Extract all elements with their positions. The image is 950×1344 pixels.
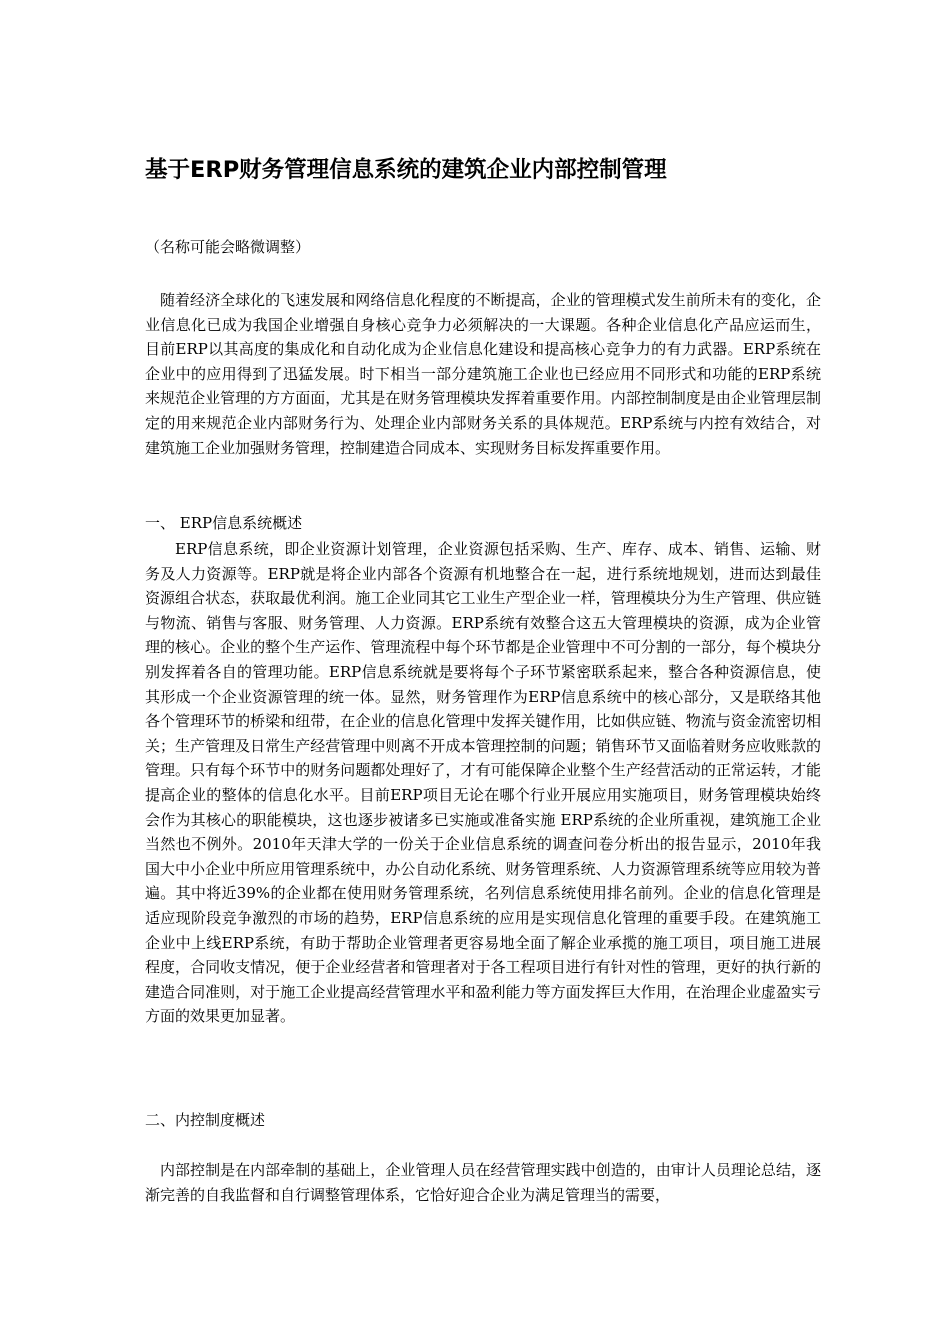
section-heading-2: 二、内控制度概述 [145, 1111, 266, 1129]
intro-paragraph: 随着经济全球化的飞速发展和网络信息化程度的不断提高，企业的管理模式发生前所未有的变化，企业信息化已成为我国企业增强自身核心竞争力必须解决的一大课题。各种企业信息化产品应运而生， 目前ERP以其高度的集成化和自动化成为企业信息化建设和提高核心竞争力的有力武器。ERP系统在企业中的应用得到了迅猛发展。时下相当一部分建筑施工企业也已经应用不同形式和功能的ERP系统来规范企业管理的方方面面，尤其是在财务管理模块发挥着重要作用。内部控制制度是由企业管理层制定的用来规范企业内部财务行为、处理企业内部财务关系的具体规范。ERP系统与内控有效结合，对建筑施工企业加强财务管理，控制建造合同成本、实现财务目标发挥重要作用。 [145, 291, 821, 457]
title-note: （名称可能会略微调整） [145, 238, 311, 256]
section-heading-1: 一、 ERP信息系统概述 [145, 514, 303, 532]
document-title: 基于ERP财务管理信息系统的建筑企业内部控制管理 [145, 157, 667, 183]
section-paragraph-1: ERP信息系统，即企业资源计划管理，企业资源包括采购、生产、库存、成本、销售、运输、财务及人力资源等。ERP就是将企业内部各个资源有机地整合在一起，进行系统地规划，进而达到最佳资源组合状态，获取最优利润。施工企业同其它工业生产型企业一样，管理模块分为生产管理、供应链与物流、销售与客服、财务管理、人力资源。ERP系统有效整合这五大管理模块的资源，成为企业管理的核心。企业的整个生产运作、管理流程中每个环节都是企业管理中不可分割的一部分，每个模块分别发挥着各自的管理功能。ERP信息系统就是要将每个子环节紧密联系起来，整合各种资源信息，使其形成一个企业资源管理的统一体。显然，财务管理作为ERP信息系统中的核心部分，又是联络其他各个管理环节的桥梁和纽带，在企业的信息化管理中发挥关键作用，比如供应链、物流与资金流密切相关；生产管理及日常生产经营管理中则离不开成本管理控制的问题；销售环节又面临着财务应收账款的管理。只有每个环节中的财务问题都处理好了，才有可能保障企业整个生产经营活动的正常运转，才能提高企业的整体的信息化水平。目前ERP项目无论在哪个行业开展应用实施项目，财务管理模块始终会作为其核心的职能模块，这也逐步被诸多已实施或准备实施 ERP系统的企业所重视，建筑施工企业当然也不例外。2010年天津大学的一份关于企业信息系统的调查问卷分析出的报告显示，2010年我国大中小企业中所应用管理系统中，办公自动化系统、财务管理系统、人力资源管理系统等应用较为普遍。其中将近39%的企业都在使用财务管理系统，名列信息系统使用排名前列。企业的信息化管理是适应现阶段竞争激烈的市场的趋势，ERP信息系统的应用是实现信息化管理的重要手段。在建筑施工企业中上线ERP系统，有助于帮助企业管理者更容易地全面了解企业承揽的施工项目，项目施工进展程度，合同收支情况，便于企业经营者和管理者对于各工程项目进行有针对性的管理，更好的执行新的建造合同准则，对于施工企业提高经营管理水平和盈利能力等方面发挥巨大作用，在治理企业虚盈实亏方面的效果更加显著。 [145, 540, 821, 1026]
section-paragraph-2: 内部控制是在内部牵制的基础上，企业管理人员在经营管理实践中创造的，由审计人员理论总结，逐渐完善的自我监督和自行调整管理体系，它恰好迎合企业为满足管理当的需要， [145, 1161, 821, 1204]
